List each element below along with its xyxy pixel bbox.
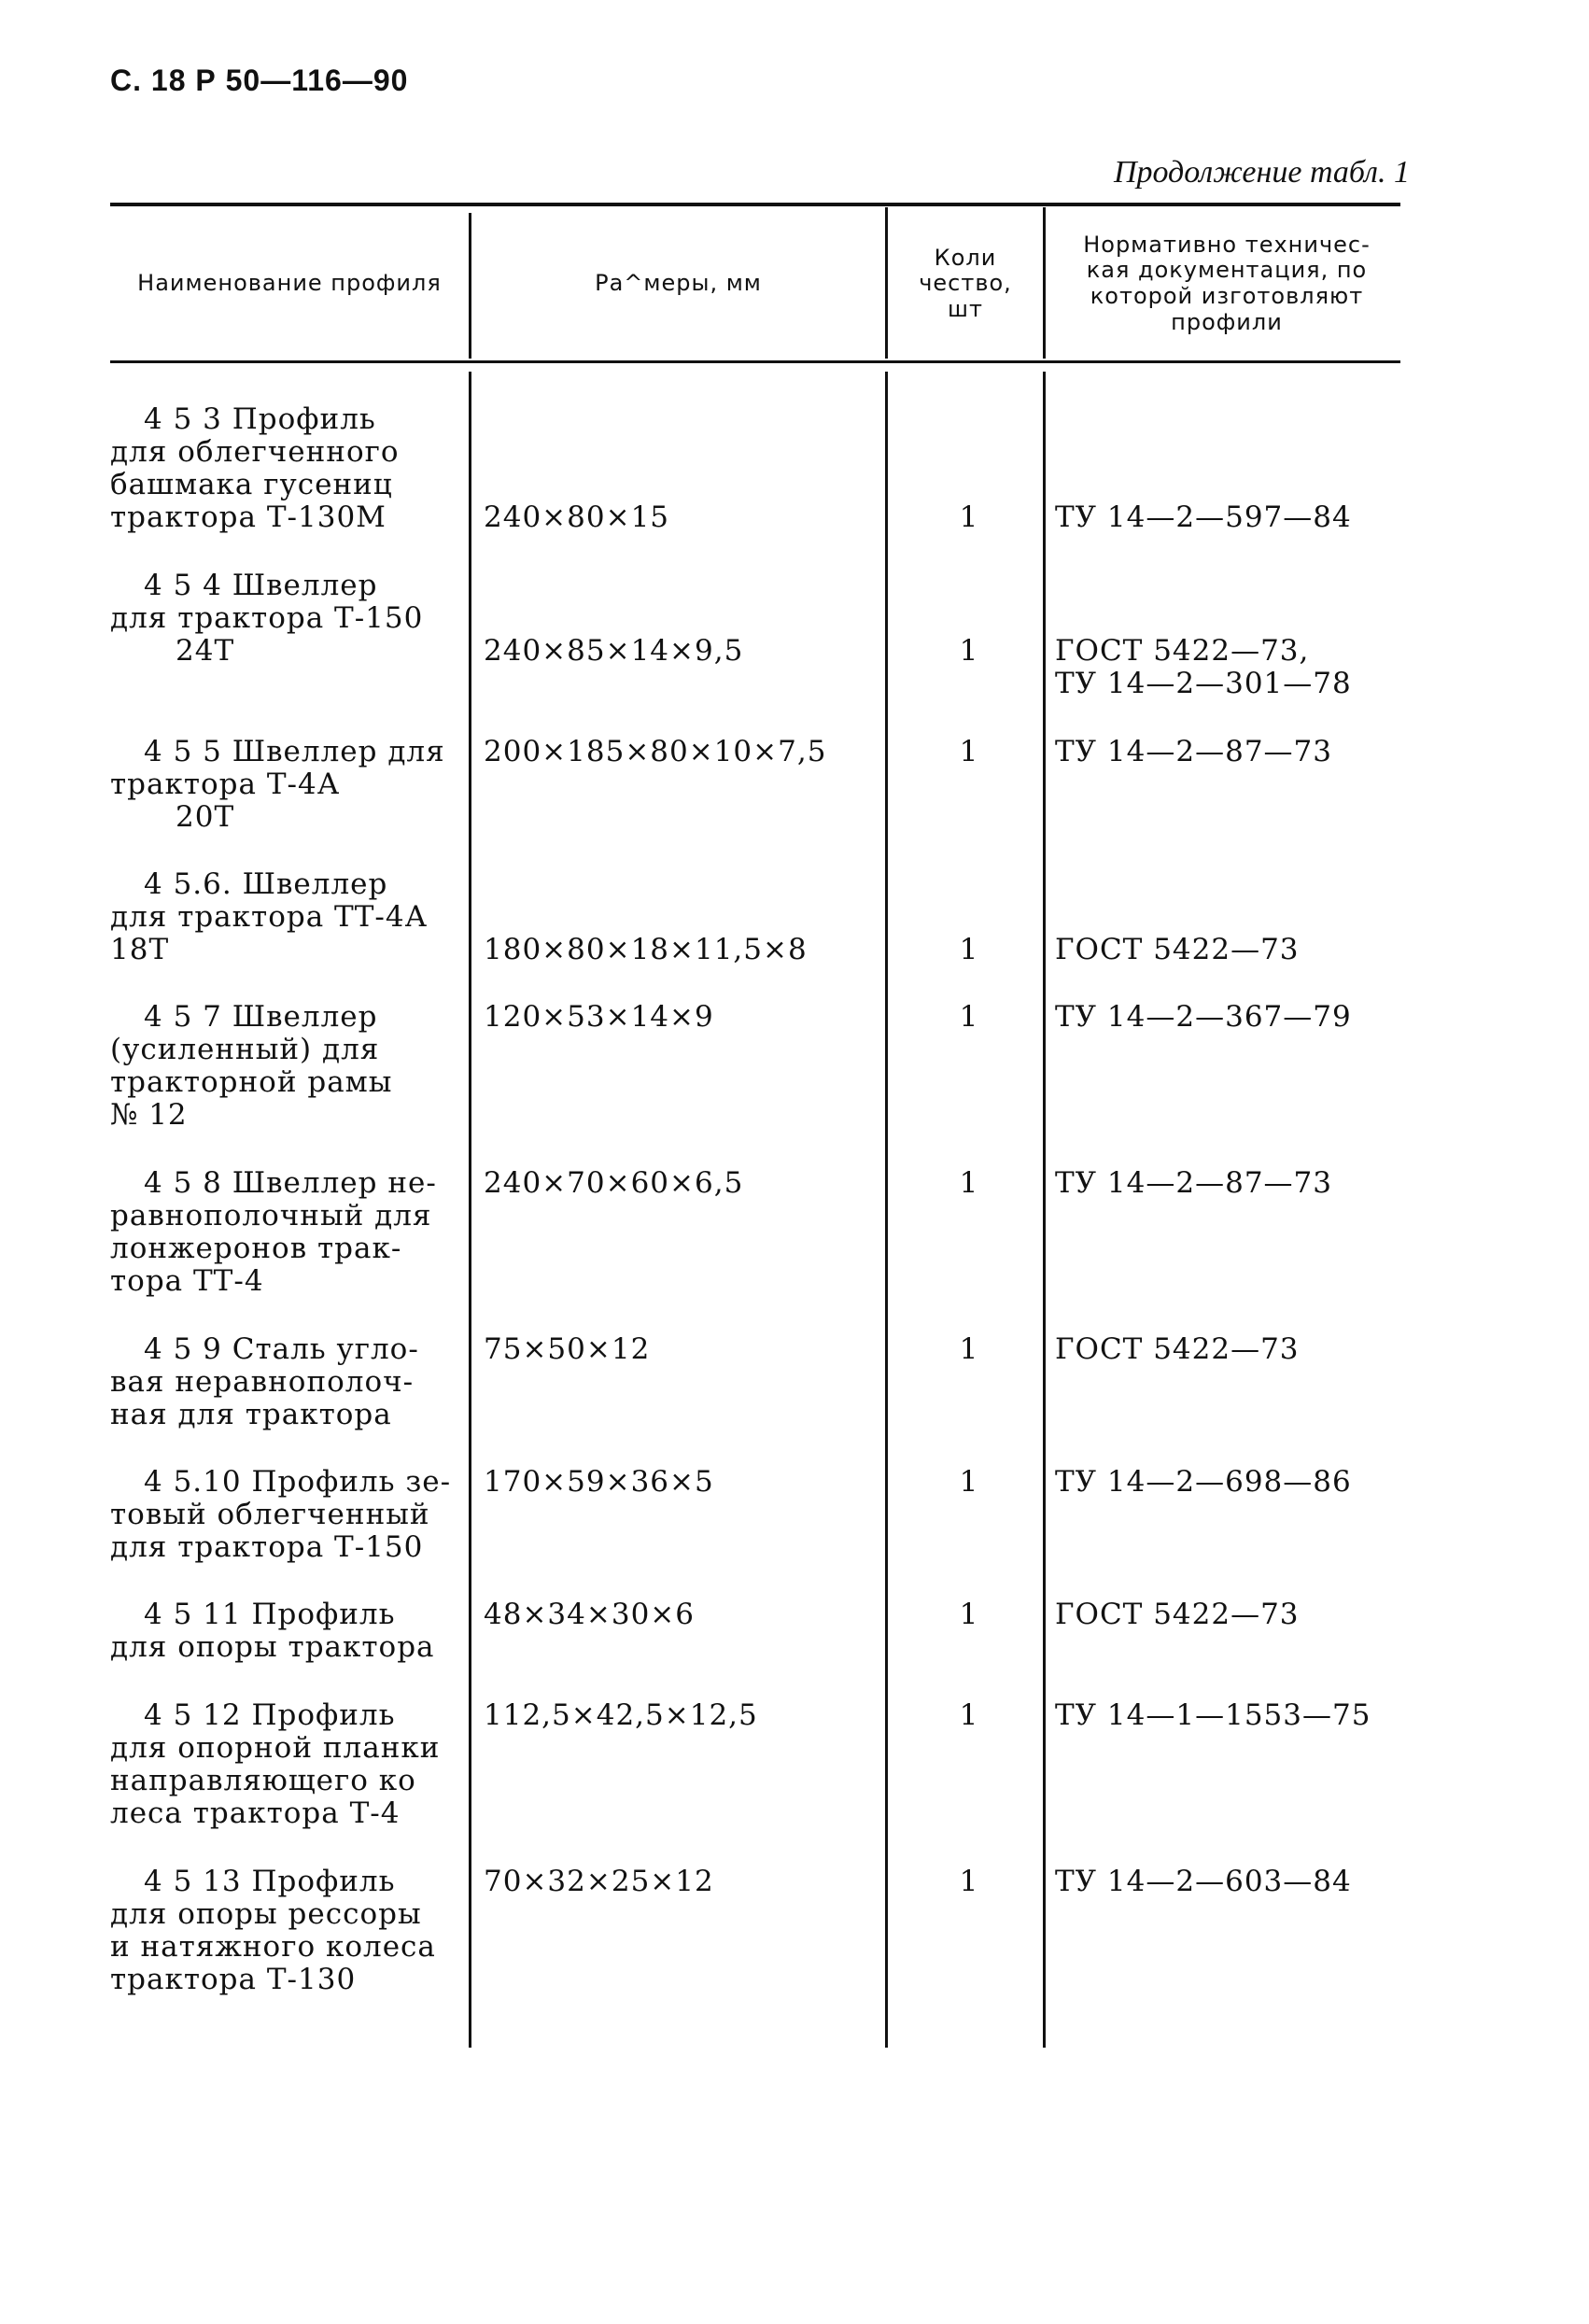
row-name-line: вая неравнополоч- (110, 1365, 415, 1399)
row-dimensions: 112,5×42,5×12,5 (484, 1698, 758, 1732)
row-document (1055, 736, 1410, 768)
row-name-line: 4 5 3 Профиль (144, 402, 376, 436)
row-document (1055, 1167, 1410, 1200)
table-row-name (110, 1599, 465, 1664)
row-name-line: № 12 (110, 1098, 188, 1132)
column-header-dims (471, 211, 885, 357)
row-quantity: 1 (959, 1598, 979, 1631)
row-name-line: для трактора Т-150 (110, 601, 424, 635)
row-name-line: и натяжного колеса (110, 1930, 436, 1964)
row-quantity: 1 (959, 735, 979, 768)
column-header-qty-line: чество, (919, 270, 1012, 297)
row-quantity: 1 (959, 1000, 979, 1034)
row-dimensions: 200×185×80×10×7,5 (484, 735, 827, 768)
row-quantity: 1 (959, 1332, 979, 1366)
table-header-rule (110, 360, 1400, 363)
column-header-name (110, 211, 469, 357)
row-quantity: 1 (959, 1865, 979, 1898)
row-document-line: ГОСТ 5422—73 (1055, 1332, 1300, 1366)
row-quantity: 1 (959, 933, 979, 966)
column-header-qty (888, 211, 1043, 357)
row-name-line: 4 5.6. Швеллер (144, 867, 388, 901)
table-row-name (110, 1333, 465, 1431)
row-quantity: 1 (959, 1465, 979, 1499)
row-name-line: 24Т (176, 634, 235, 668)
row-name-line: для трактора ТТ-4А (110, 900, 429, 934)
column-header-doc-line: Нормативно техничес- (1083, 231, 1371, 258)
body-separator-1 (469, 372, 471, 2048)
row-dimensions: 75×50×12 (484, 1332, 651, 1366)
row-name-line: 4 5 7 Швеллер (144, 1000, 378, 1034)
table-row-name (110, 1866, 465, 1996)
row-quantity: 1 (959, 1166, 979, 1200)
table-row-name (110, 570, 465, 668)
row-quantity: 1 (959, 500, 979, 534)
row-name-line: для трактора Т-150 (110, 1530, 424, 1564)
row-name-line: ная для трактора (110, 1398, 392, 1431)
row-document-line: ТУ 14—2—367—79 (1055, 1000, 1352, 1034)
row-name-line: для опоры трактора (110, 1630, 435, 1664)
column-header-doc-line: профили (1171, 308, 1283, 335)
row-document (1055, 1599, 1410, 1631)
table-row-name (110, 868, 465, 966)
column-header-qty-line: шт (948, 295, 983, 322)
row-document (1055, 635, 1410, 700)
row-dimensions: 70×32×25×12 (484, 1865, 714, 1898)
body-separator-2 (885, 372, 888, 2048)
body-separator-3 (1043, 372, 1046, 2048)
row-name-line: леса трактора Т-4 (110, 1796, 401, 1830)
row-name-line: башмака гусениц (110, 468, 393, 501)
row-name-line: 20Т (176, 800, 235, 834)
row-document-line: ГОСТ 5422—73 (1055, 933, 1300, 966)
row-dimensions: 240×70×60×6,5 (484, 1166, 744, 1200)
row-name-line: 4 5 9 Сталь угло- (144, 1332, 419, 1366)
row-name-line: товый облегченный (110, 1498, 430, 1531)
table-row-name (110, 736, 465, 834)
row-name-line: 4 5 5 Швеллер для (144, 735, 445, 768)
column-header-doc (1046, 211, 1408, 357)
table-top-rule (110, 203, 1400, 206)
row-name-line: трактора Т-4А (110, 768, 341, 801)
column-header-doc-line: кая документация, по (1086, 257, 1368, 284)
row-name-line: тракторной рамы (110, 1065, 393, 1099)
row-name-line: (усиленный) для (110, 1033, 380, 1066)
row-dimensions: 170×59×36×5 (484, 1465, 714, 1499)
row-dimensions: 48×34×30×6 (484, 1598, 695, 1631)
row-name-line: трактора Т-130М (110, 500, 387, 534)
row-name-line: направляющего ко (110, 1764, 416, 1797)
row-document (1055, 1699, 1410, 1732)
row-document-line: ТУ 14—2—597—84 (1055, 500, 1352, 534)
row-document-line: ТУ 14—2—87—73 (1055, 735, 1332, 768)
row-name-line: 4 5 12 Профиль (144, 1698, 396, 1732)
row-name-line: 18Т (110, 933, 170, 966)
row-name-line: 4 5.10 Профиль зе- (144, 1465, 452, 1499)
row-document-line: ГОСТ 5422—73, (1055, 634, 1310, 668)
row-name-line: для опоры рессоры (110, 1897, 422, 1931)
row-name-line: для опорной планки (110, 1731, 441, 1765)
row-name-line: 4 5 4 Швеллер (144, 569, 378, 602)
column-header-name-text: Наименование профиля (137, 270, 442, 297)
row-name-line: тора ТТ-4 (110, 1264, 264, 1298)
table-row-name (110, 1699, 465, 1830)
row-dimensions: 240×85×14×9,5 (484, 634, 744, 668)
table-row-name (110, 1466, 465, 1564)
row-document (1055, 1001, 1410, 1034)
row-quantity: 1 (959, 1698, 979, 1732)
row-document-line: ГОСТ 5422—73 (1055, 1598, 1300, 1631)
table-row-name (110, 1167, 465, 1298)
row-quantity: 1 (959, 634, 979, 668)
row-document (1055, 1333, 1410, 1366)
page-reference: С. 18 Р 50—116—90 (110, 63, 409, 97)
row-document-line: ТУ 14—1—1553—75 (1055, 1698, 1371, 1732)
row-name-line: 4 5 11 Профиль (144, 1598, 396, 1631)
row-document (1055, 1466, 1410, 1499)
row-dimensions: 120×53×14×9 (484, 1000, 714, 1034)
row-name-line: трактора Т-130 (110, 1963, 357, 1996)
row-name-line: 4 5 8 Швеллер не- (144, 1166, 437, 1200)
row-document (1055, 1866, 1410, 1898)
row-name-line: лонжеронов трак- (110, 1232, 402, 1265)
row-name-line: 4 5 13 Профиль (144, 1865, 396, 1898)
column-header-qty-line: Коли (934, 244, 997, 271)
row-name-line: равнополочный для (110, 1199, 432, 1232)
row-dimensions: 240×80×15 (484, 500, 670, 534)
row-document-line: ТУ 14—2—301—78 (1055, 667, 1352, 700)
row-document (1055, 934, 1410, 966)
row-document (1055, 501, 1410, 534)
column-header-dims-text: Ра^меры, мм (595, 270, 762, 297)
table-row-name (110, 1001, 465, 1132)
table-row-name (110, 403, 465, 534)
row-document-line: ТУ 14—2—698—86 (1055, 1465, 1352, 1499)
column-header-doc-line: которой изготовляют (1090, 283, 1364, 309)
row-name-line: для облегченного (110, 435, 400, 469)
row-document-line: ТУ 14—2—603—84 (1055, 1865, 1352, 1898)
row-dimensions: 180×80×18×11,5×8 (484, 933, 808, 966)
row-document-line: ТУ 14—2—87—73 (1055, 1166, 1332, 1200)
table-continuation-caption: Продолжение табл. 1 (1113, 155, 1410, 190)
